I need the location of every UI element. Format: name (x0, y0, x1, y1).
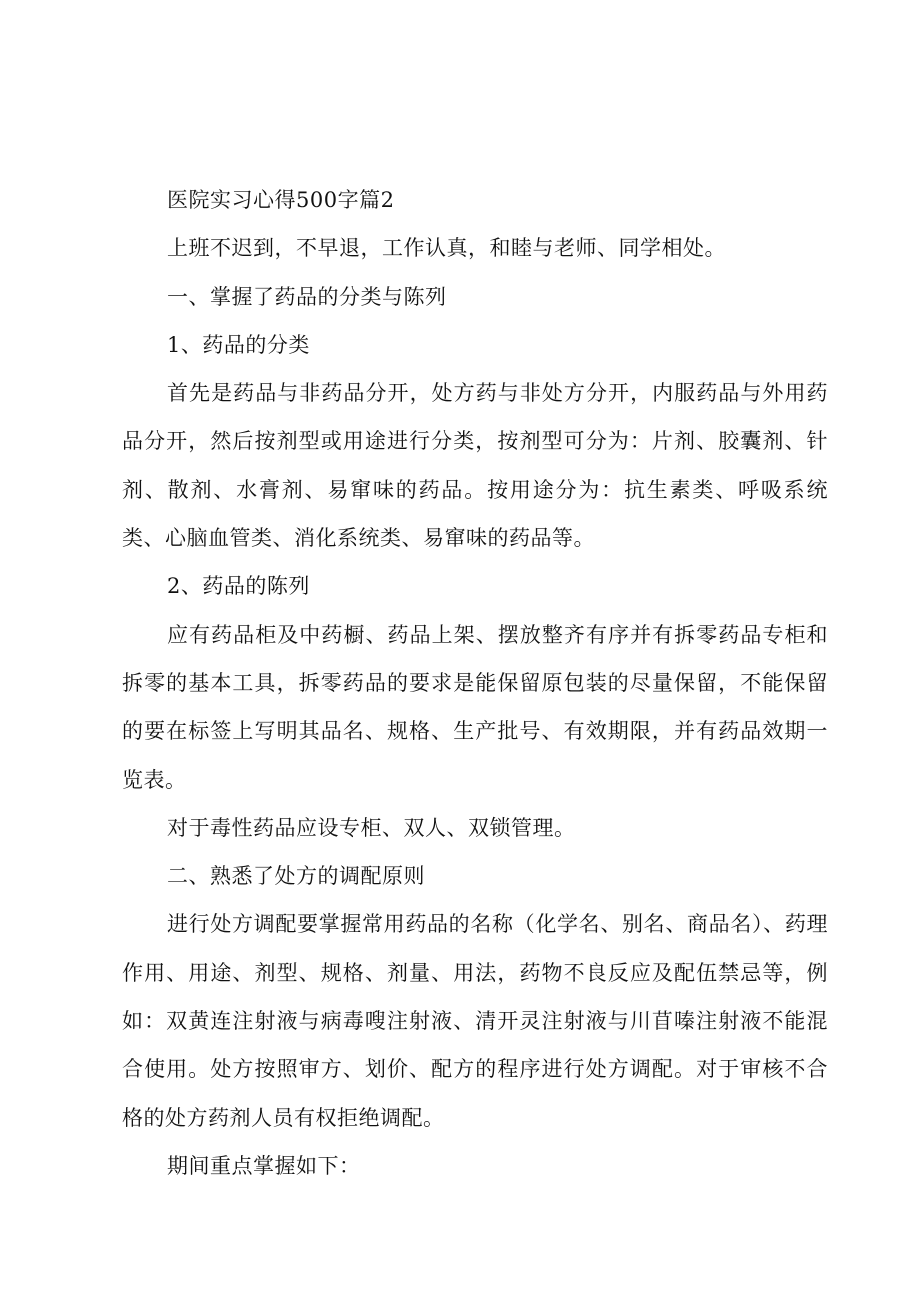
section-heading-2: 二、熟悉了处方的调配原则 (167, 864, 425, 889)
paragraph-prescription: 进行处方调配要掌握常用药品的名称（化学名、别名、商品名）、药理作用、用途、剂型、规格、剂量、用法，药物不良反应及配伍禁忌等，例如：双黄连注射液与病毒嗖注射液、清开灵注射液与川苜嗪注射液不能混合使用。处方按照审方、划价、配方的程序进行处方调配。对于审核不合格的处方药剂人员有权拒绝调配。 (122, 912, 828, 1130)
document-body (122, 176, 828, 1190)
paragraph-attendance: 上班不迟到，不早退，工作认真，和睦与老师、同学相处。 (167, 236, 726, 261)
document-title: 医院实习心得500字篇2 (167, 188, 395, 212)
section-heading-1: 一、掌握了药品的分类与陈列 (167, 284, 447, 309)
subsection-heading-1-1: 1、药品的分类 (167, 332, 310, 357)
subsection-heading-1-2: 2、药品的陈列 (167, 574, 310, 599)
paragraph-key-points: 期间重点掌握如下： (167, 1153, 361, 1178)
paragraph-classification: 首先是药品与非药品分开，处方药与非处方分开，内服药品与外用药品分开，然后按剂型或用途进行分类，按剂型可分为：片剂、胶囊剂、针剂、散剂、水膏剂、易窜味的药品。按用途分为：抗生素类、呼吸系统类、心脑血管类、消化系统类、易窜味的药品等。 (122, 381, 828, 551)
paragraph-display: 应有药品柜及中药橱、药品上架、摆放整齐有序并有拆零药品专柜和拆零的基本工具，拆零药品的要求是能保留原包装的尽量保留，不能保留的要在标签上写明其品名、规格、生产批号、有效期限，并有药品效期一览表。 (122, 622, 828, 792)
paragraph-toxic-drugs: 对于毒性药品应设专柜、双人、双锁管理。 (167, 815, 576, 840)
